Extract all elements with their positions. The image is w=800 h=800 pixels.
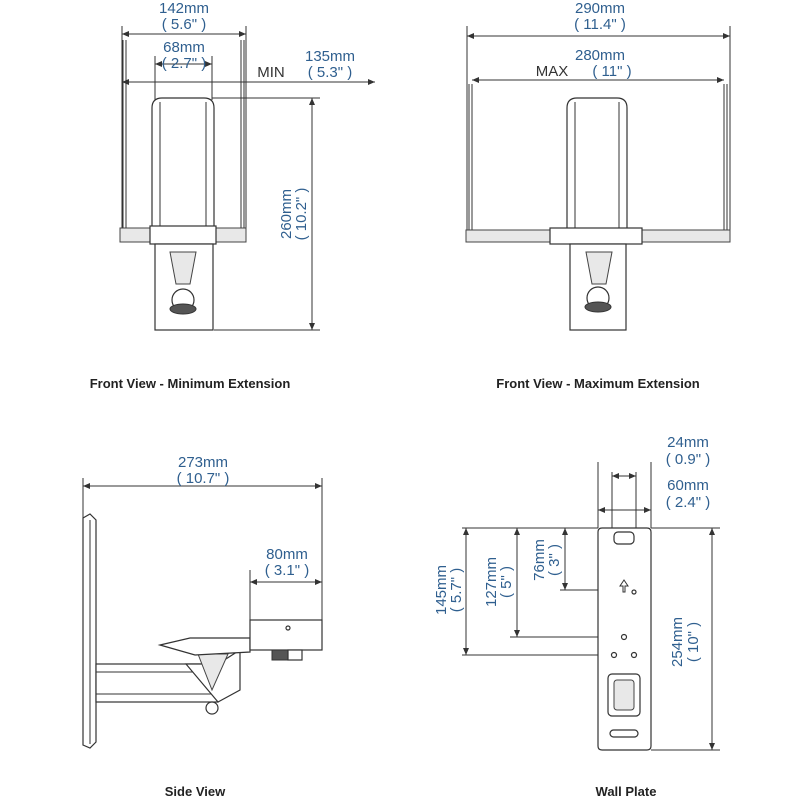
dim-11-4-in: ( 11.4" ) [574,16,626,33]
dim-10-7-in: ( 10.7" ) [176,470,230,487]
max-label: MAX [535,63,569,80]
dim-2-4-in: ( 2.4" ) [665,494,711,511]
dim-5-7-in: ( 5.7" ) [448,567,465,613]
dim-11-in: ( 11" ) [592,63,632,80]
dim-127mm: 127mm [483,556,500,608]
caption-wall-plate: Wall Plate [595,784,657,799]
side-view [83,478,322,748]
dim-2-7-in: ( 2.7" ) [161,55,207,72]
dim-68mm: 68mm [163,39,205,56]
caption-front-max: Front View - Maximum Extension [496,376,700,391]
dim-3-in: ( 3" ) [546,544,563,576]
dim-76mm: 76mm [531,539,548,581]
caption-front-min: Front View - Minimum Extension [89,376,291,391]
dim-290mm: 290mm [574,0,626,17]
dim-5-3-in: ( 5.3" ) [307,64,353,81]
dim-0-9-in: ( 0.9" ) [665,451,711,468]
dim-260mm: 260mm [278,188,295,240]
dim-24mm: 24mm [667,434,709,451]
dim-5-6-in: ( 5.6" ) [161,16,207,33]
dim-3-1-in: ( 3.1" ) [264,562,310,579]
dim-135mm: 135mm [304,48,356,65]
dim-60mm: 60mm [667,477,709,494]
dim-80mm: 80mm [266,546,308,563]
caption-side-view: Side View [164,784,226,799]
dim-280mm: 280mm [574,47,626,64]
dim-273mm: 273mm [177,454,229,471]
dim-254mm: 254mm [669,616,686,668]
dim-5-in: ( 5" ) [498,566,515,598]
dim-10-in: ( 10" ) [685,621,702,663]
dim-142mm: 142mm [158,0,210,17]
dim-145mm: 145mm [433,564,450,616]
min-label: MIN [257,64,285,81]
dim-10-2-in: ( 10.2" ) [293,187,310,241]
